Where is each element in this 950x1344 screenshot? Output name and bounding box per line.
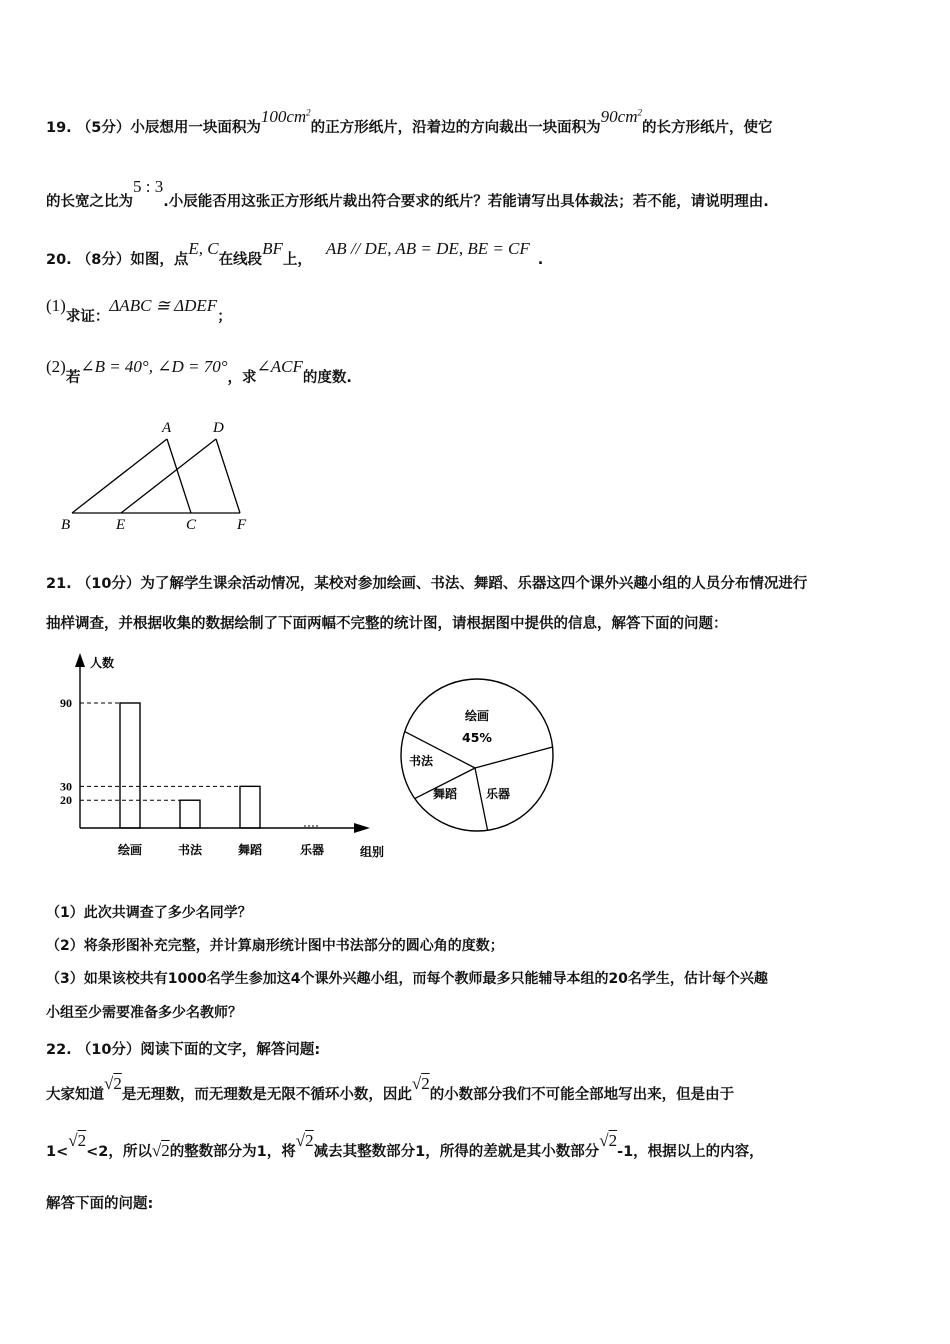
- pie-label-dance: 舞蹈: [432, 787, 458, 801]
- sqrt-2: √2: [295, 1131, 314, 1150]
- y-tick-90: 90: [60, 696, 72, 710]
- q20-part2: [46, 357, 352, 387]
- q19-area2: $90cm^2$: [600, 107, 642, 126]
- category-label-1: 绘画: [117, 843, 143, 857]
- q20-p1-num: (1): [46, 296, 66, 315]
- q22-para2: [46, 1131, 764, 1161]
- segment-DF: [216, 439, 240, 513]
- y-tick-20: 20: [60, 793, 72, 808]
- q19-text-post: 的长方形纸片，使它: [641, 120, 773, 136]
- pie-percent-painting: 45%: [462, 730, 492, 745]
- q20-points: E, C: [188, 239, 219, 258]
- q20-p2-post: 的度数.: [302, 370, 352, 386]
- q21-sub2: （2）将条形图补充完整，并计算扇形统计图中书法部分的圆心角的度数；: [46, 938, 504, 954]
- q21-sub3-line1: （3）如果该校共有1000名学生参加这4个课外兴趣小组，而每个教师最多只能辅导本组的20名学生，估计每个兴趣: [46, 971, 768, 987]
- sqrt-2: √2: [599, 1131, 618, 1150]
- bar-2: [180, 800, 200, 828]
- q22-title: 22. （10分）阅读下面的文字，解答问题:: [46, 1042, 321, 1058]
- sqrt-2: √2: [411, 1074, 430, 1093]
- q20-line: [46, 239, 544, 269]
- q20-p1-math: ΔABC ≅ ΔDEF: [109, 296, 218, 315]
- sqrt-2: √2: [151, 1141, 170, 1160]
- q20-geometry-figure: [50, 415, 270, 540]
- q20-text-mid: 在线段: [218, 252, 263, 268]
- divider-painting-instruments: [475, 747, 553, 768]
- q19-ratio: 5 : 3: [133, 177, 164, 196]
- sqrt-2: √2: [68, 1131, 87, 1150]
- pie-label-calligraphy: 书法: [408, 754, 434, 768]
- q20-p2-math2: ∠ACF: [256, 357, 303, 376]
- y-axis-arrow: [75, 653, 85, 667]
- q22-p1-post: 的小数部分我们不可能全部地写出来，但是由于: [429, 1087, 735, 1103]
- q20-text-mid2: 上，: [282, 252, 312, 268]
- q22-p1-mid: 是无理数，而无理数是无限不循环小数，因此: [121, 1087, 412, 1103]
- pie-label-painting: 绘画: [464, 709, 490, 723]
- sqrt-2: √2: [104, 1074, 122, 1093]
- q21-line2: 抽样调查，并根据收集的数据绘制了下面两幅不完整的统计图，请根据图中提供的信息，解答下面的问题：: [46, 616, 728, 632]
- y-axis-label: 人数: [90, 656, 115, 670]
- label-B: B: [61, 517, 71, 533]
- q22-para3: 解答下面的问题:: [46, 1196, 154, 1212]
- q22-para1: [46, 1074, 735, 1104]
- q19-line2-post: .小辰能否用这张正方形纸片裁出符合要求的纸片？若能请写出具体裁法；若不能，请说明理由.: [163, 194, 769, 210]
- category-label-3: 舞蹈: [237, 843, 263, 857]
- q19-area1: $100cm^2$: [260, 107, 311, 126]
- q22-p2-b: <2，所以: [86, 1144, 152, 1160]
- q20-conditions: AB // DE, AB = DE, BE = CF: [325, 239, 530, 258]
- label-E: E: [116, 517, 126, 533]
- q19-text-pre: 19. （5分）小辰想用一块面积为: [46, 120, 261, 136]
- bar-chart: [40, 645, 400, 870]
- category-label-4: 乐器: [299, 843, 325, 857]
- q21-sub3-line2: 小组至少需要准备多少名教师？: [46, 1005, 242, 1021]
- label-D: D: [213, 420, 224, 436]
- q22-p1-pre: 大家知道: [46, 1087, 104, 1103]
- q19-line2-pre: 的长宽之比为: [46, 194, 133, 210]
- pie-label-instruments: 乐器: [485, 787, 511, 801]
- x-axis-arrow: [354, 823, 370, 833]
- q20-p1-text: 求证：: [65, 309, 110, 325]
- category-label-2: 书法: [177, 843, 203, 857]
- bar-3: [240, 786, 260, 828]
- q20-p2-pre: 若: [65, 370, 81, 386]
- bar-1: [120, 703, 140, 828]
- q20-p2-num: (2): [46, 357, 66, 376]
- q22-p2-c: 的整数部分为1，将: [169, 1144, 296, 1160]
- q19-line2: [46, 177, 769, 211]
- q20-segment: BF: [262, 239, 283, 258]
- label-F: F: [237, 517, 247, 533]
- q22-p2-d: 减去其整数部分1，所得的差就是其小数部分: [313, 1144, 600, 1160]
- pie-chart: [395, 670, 565, 840]
- q20-part1: [46, 296, 232, 326]
- q22-p2-e: -1，根据以上的内容，: [617, 1144, 764, 1160]
- q21-sub1: （1）此次共调查了多少名同学？: [46, 905, 252, 921]
- q19-text-mid: 的正方形纸片，沿着边的方向裁出一块面积为: [310, 120, 601, 136]
- segment-AB: [72, 439, 167, 513]
- label-A: A: [162, 420, 172, 436]
- q20-p2-math: ∠B = 40°, ∠D = 70°: [80, 357, 228, 376]
- q22-p2-a: 1<: [46, 1144, 69, 1160]
- q21-line1: 21. （10分）为了解学生课余活动情况，某校对参加绘画、书法、舞蹈、乐器这四个课外兴趣小组的人员分布情况进行: [46, 576, 808, 592]
- x-axis-label: 组别: [360, 845, 385, 859]
- segment-AC: [167, 439, 191, 513]
- q20-p2-mid: ，求: [227, 370, 257, 386]
- q20-p1-end: ；: [217, 309, 232, 325]
- q20-text-pre: 20. （8分）如图，点: [46, 252, 189, 268]
- label-C: C: [186, 517, 197, 533]
- q19-line1: [46, 107, 773, 137]
- y-tick-30: 30: [60, 779, 72, 794]
- q20-end: .: [537, 252, 544, 268]
- segment-DE: [121, 439, 216, 513]
